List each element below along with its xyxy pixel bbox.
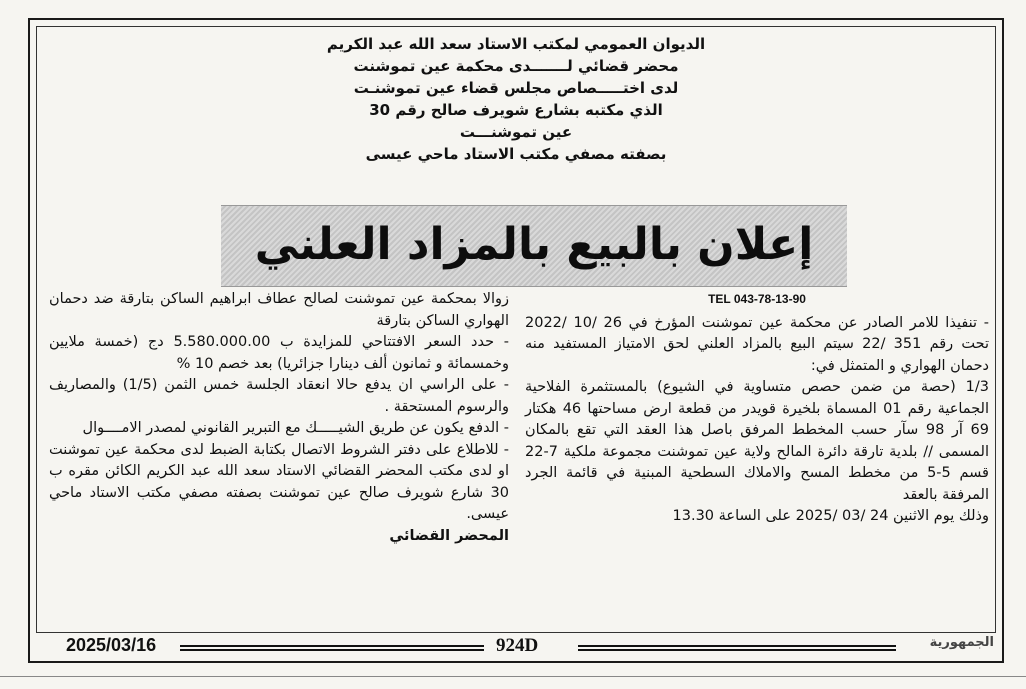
paragraph: 1/3 (حصة من ضمن حصص متساوية في الشيوع) بالمستثمرة الفلاحية الجماعية رقم 01 المسماة بلخيرة قويدر من قطعة ارض مساحتها 46 هكتار 69 آر 98 سآر حسب المخطط المرفق باصل هذا العقد التي تقع بالمكان المسمى // بلدية تارقة دائرة المالح ولاية عين تموشنت مجموعة ملكية 7-22 قسم 5-5 من مخطط المسح والاملاك السطحية المبنية في قائمة الجرد المرفقة بالعقد [525, 379, 990, 503]
announcement-code: 924D [496, 635, 539, 656]
telephone-number: TEL 043-78-13-90 [708, 292, 806, 306]
signature: المحضر القضائي [389, 527, 509, 544]
footer-rule [578, 645, 896, 651]
header-line: الذي مكتبه بشارع شويرف صالح رقم 30 [369, 101, 663, 119]
announcement-frame [28, 18, 1004, 663]
paragraph: وذلك يوم الاثنين 24 /03 /2025 على الساعة 13.30 [672, 508, 989, 524]
announcement-inner-border [36, 26, 996, 633]
right-column [525, 289, 989, 528]
office-header [37, 33, 995, 165]
header-line: الديوان العمومي لمكتب الاستاد سعد الله عبد الكريم [326, 35, 706, 53]
header-line: بصفته مصفي مكتب الاستاد ماحي عيسى [365, 145, 667, 163]
paragraph: - حدد السعر الافتتاحي للمزايدة ب 5.580.000.00 دج (خمسة ملايين وخمسمائة و ثمانون ألف دينارا جزائريا) بعد خصم 10 % [49, 334, 509, 372]
footer-rule [180, 645, 484, 651]
footer [30, 635, 1002, 657]
header-line: لدى اختـــــصاص مجلس قضاء عين تموشنـت [353, 79, 679, 97]
page-bottom-rule [0, 676, 1026, 677]
publication-date: 2025/03/16 [66, 635, 157, 655]
header-line: محضر قضائي لـــــــدى محكمة عين تموشنت [353, 57, 679, 75]
paragraph: - للاطلاع على دفتر الشروط الاتصال بكتابة الضبط لدى محكمة عين تموشنت او لدى مكتب المحضر القضائي الاستاد سعد الله عبد الكريم الكائن مقره ب 30 شارع شويرف صالح عين تموشنت بصفته مصفي مكتب الاستاد ماحي عيسى. [49, 441, 509, 522]
header-line: عين تموشنـــت [459, 123, 573, 141]
newspaper-name: الجمهورية [929, 635, 994, 650]
left-column [49, 289, 509, 547]
announcement-title: إعلان بالبيع بالمزاد العلني [254, 219, 814, 270]
paragraph: - الدفع يكون عن طريق الشيـــــك مع التبرير القانوني لمصدر الامــــوال [82, 420, 509, 436]
paragraph: - على الراسي ان يدفع حالا انعقاد الجلسة خمس الثمن (1/5) والمصاريف والرسوم المستحقة . [49, 377, 510, 415]
paragraph: - تنفيذا للامر الصادر عن محكمة عين تموشنت المؤرخ في 26 /10 /2022 تحت رقم 351 /22 سيتم البيع بالمزاد العلني لحق الامتياز المستفيد منه دحمان الهواري و المتمثل في: [525, 314, 990, 374]
paragraph: زوالا بمحكمة عين تموشنت لصالح عطاف ابراهيم الساكن بتارقة ضد دحمان الهواري الساكن بتارقة [49, 291, 509, 329]
